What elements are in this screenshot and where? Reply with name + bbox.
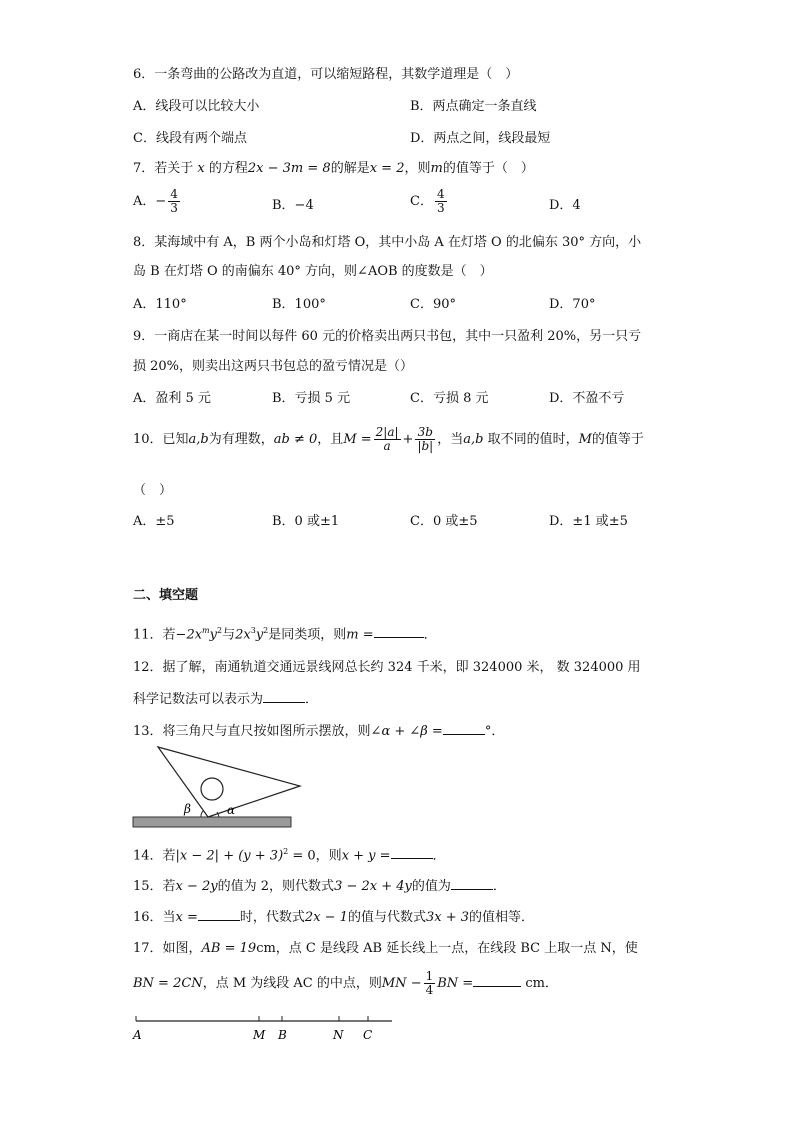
question-9-option-b: B．亏损 5 元 (272, 391, 351, 406)
question-17-line-2: BN = 2CN，点 M 为线段 AC 的中点，则MN − $\frac{1}{4}$ BN = cm． (133, 969, 558, 997)
answer-blank[interactable] (473, 974, 521, 987)
question-10-option-b: B．0 或±1 (272, 514, 340, 529)
question-6-option-b: B．两点确定一条直线 (410, 99, 537, 114)
angle-beta-arc (201, 811, 203, 817)
set-square-hole (201, 778, 223, 800)
question-8-line-2: 岛 B 在灯塔 O 的南偏东 40° 方向，则∠AOB 的度数是（ ） (133, 264, 493, 279)
fraction: $\frac{4}{3}$ (436, 187, 445, 215)
point-label-b: B (278, 1028, 287, 1042)
question-6-stem: 6．一条弯曲的公路改为直道，可以缩短路程，其数学道理是（ ） (133, 67, 519, 82)
question-7-stem: 7．若关于 x 的方程2x − 3m = 8的解是x = 2，则m的值等于（ ） (133, 161, 534, 176)
answer-blank[interactable] (263, 690, 305, 703)
question-10-option-d: D．±1 或±5 (549, 514, 628, 529)
question-9-line-2: 损 20%，则卖出这两只书包总的盈亏情况是（） (133, 359, 414, 374)
answer-blank[interactable] (443, 722, 485, 735)
point-label-n: N (333, 1028, 344, 1042)
fraction: $\frac{2|a|}{a}$ (375, 425, 399, 453)
point-label-m: M (253, 1028, 266, 1042)
point-label-c: C (363, 1028, 373, 1042)
triangle-ruler-figure (128, 742, 308, 832)
fraction: $\frac{1}{4}$ (425, 969, 434, 997)
point-label-a: A (133, 1028, 142, 1042)
question-10-option-c: C．0 或±5 (410, 514, 478, 529)
question-12-line-1: 12．据了解，南通轨道交通远景线网总长约 324 千米，即 324000 米， 数 324000 用 (133, 660, 641, 675)
question-9-option-d: D．不盈不亏 (549, 391, 625, 406)
question-10-paren: （ ） (133, 483, 173, 498)
question-10-option-a: A．±5 (133, 514, 175, 529)
question-6-option-a: A．线段可以比较大小 (133, 99, 260, 114)
fraction: $\frac{4}{3}$ (170, 187, 178, 215)
question-7-option-a: A．− $\frac{4}{3}$ (133, 187, 178, 215)
question-10-stem: 10．已知a,b为有理数，ab ≠ 0，且M = $\frac{2|a|}{a}$ + $\frac{3b}{|b|}$ ，当a,b 取不同的值时，M的值等于 (133, 425, 644, 453)
section-heading: 二、填空题 (133, 588, 199, 603)
question-7-option-b: B．−4 (272, 198, 314, 213)
label-alpha: α (227, 803, 236, 817)
question-8-option-d: D．70° (549, 297, 596, 312)
question-17-line-1: 17．如图，AB = 19cm，点 C 是线段 AB 延长线上一点，在线段 BC 上取一点 N，使 (133, 941, 638, 956)
answer-blank[interactable] (198, 908, 240, 921)
question-8-option-a: A．110° (133, 297, 187, 312)
label-beta: β (184, 802, 191, 816)
question-14: 14．若$|x - 2| + (y + 3)^2 = 0$，则x + y = ． (133, 847, 446, 864)
question-6-option-d: D．两点之间，线段最短 (410, 131, 551, 146)
answer-blank[interactable] (374, 625, 424, 638)
question-15: 15．若x − 2y的值为 2，则代数式3 − 2x + 4y的值为 ． (133, 879, 506, 894)
angle-alpha-arc (217, 812, 219, 817)
question-9-option-c: C．亏损 8 元 (410, 391, 489, 406)
segment-figure (128, 1012, 398, 1046)
fraction: $\frac{3b}{|b|}$ (417, 425, 434, 453)
question-8-option-c: C．90° (410, 297, 456, 312)
question-13: 13．将三角尺与直尺按如图所示摆放，则∠α + ∠β = °． (133, 724, 505, 739)
question-9-line-1: 9．一商店在某一时间以每件 60 元的价格卖出两只书包，其中一只盈利 20%，另一只亏 (133, 329, 642, 344)
ruler (133, 817, 291, 827)
question-6-option-c: C．线段有两个端点 (133, 131, 247, 146)
answer-blank[interactable] (451, 877, 493, 890)
question-7-option-c: C． $\frac{4}{3}$ (410, 187, 445, 215)
question-9-option-a: A．盈利 5 元 (133, 391, 211, 406)
question-16: 16．当x = 时，代数式2x − 1的值与代数式3x + 3的值相等． (133, 910, 535, 925)
answer-blank[interactable] (391, 846, 433, 859)
question-8-line-1: 8．某海域中有 A，B 两个小岛和灯塔 O，其中小岛 A 在灯塔 O 的北偏东 30° 方向，小 (133, 235, 642, 250)
question-11: 11．若$-2x^my^2$与$2x^3y^2$是同类项，则m = ． (133, 626, 437, 643)
question-8-option-b: B．100° (272, 297, 326, 312)
question-12-line-2: 科学记数法可以表示为 ． (133, 692, 319, 707)
question-7-option-d: D．4 (549, 198, 581, 213)
